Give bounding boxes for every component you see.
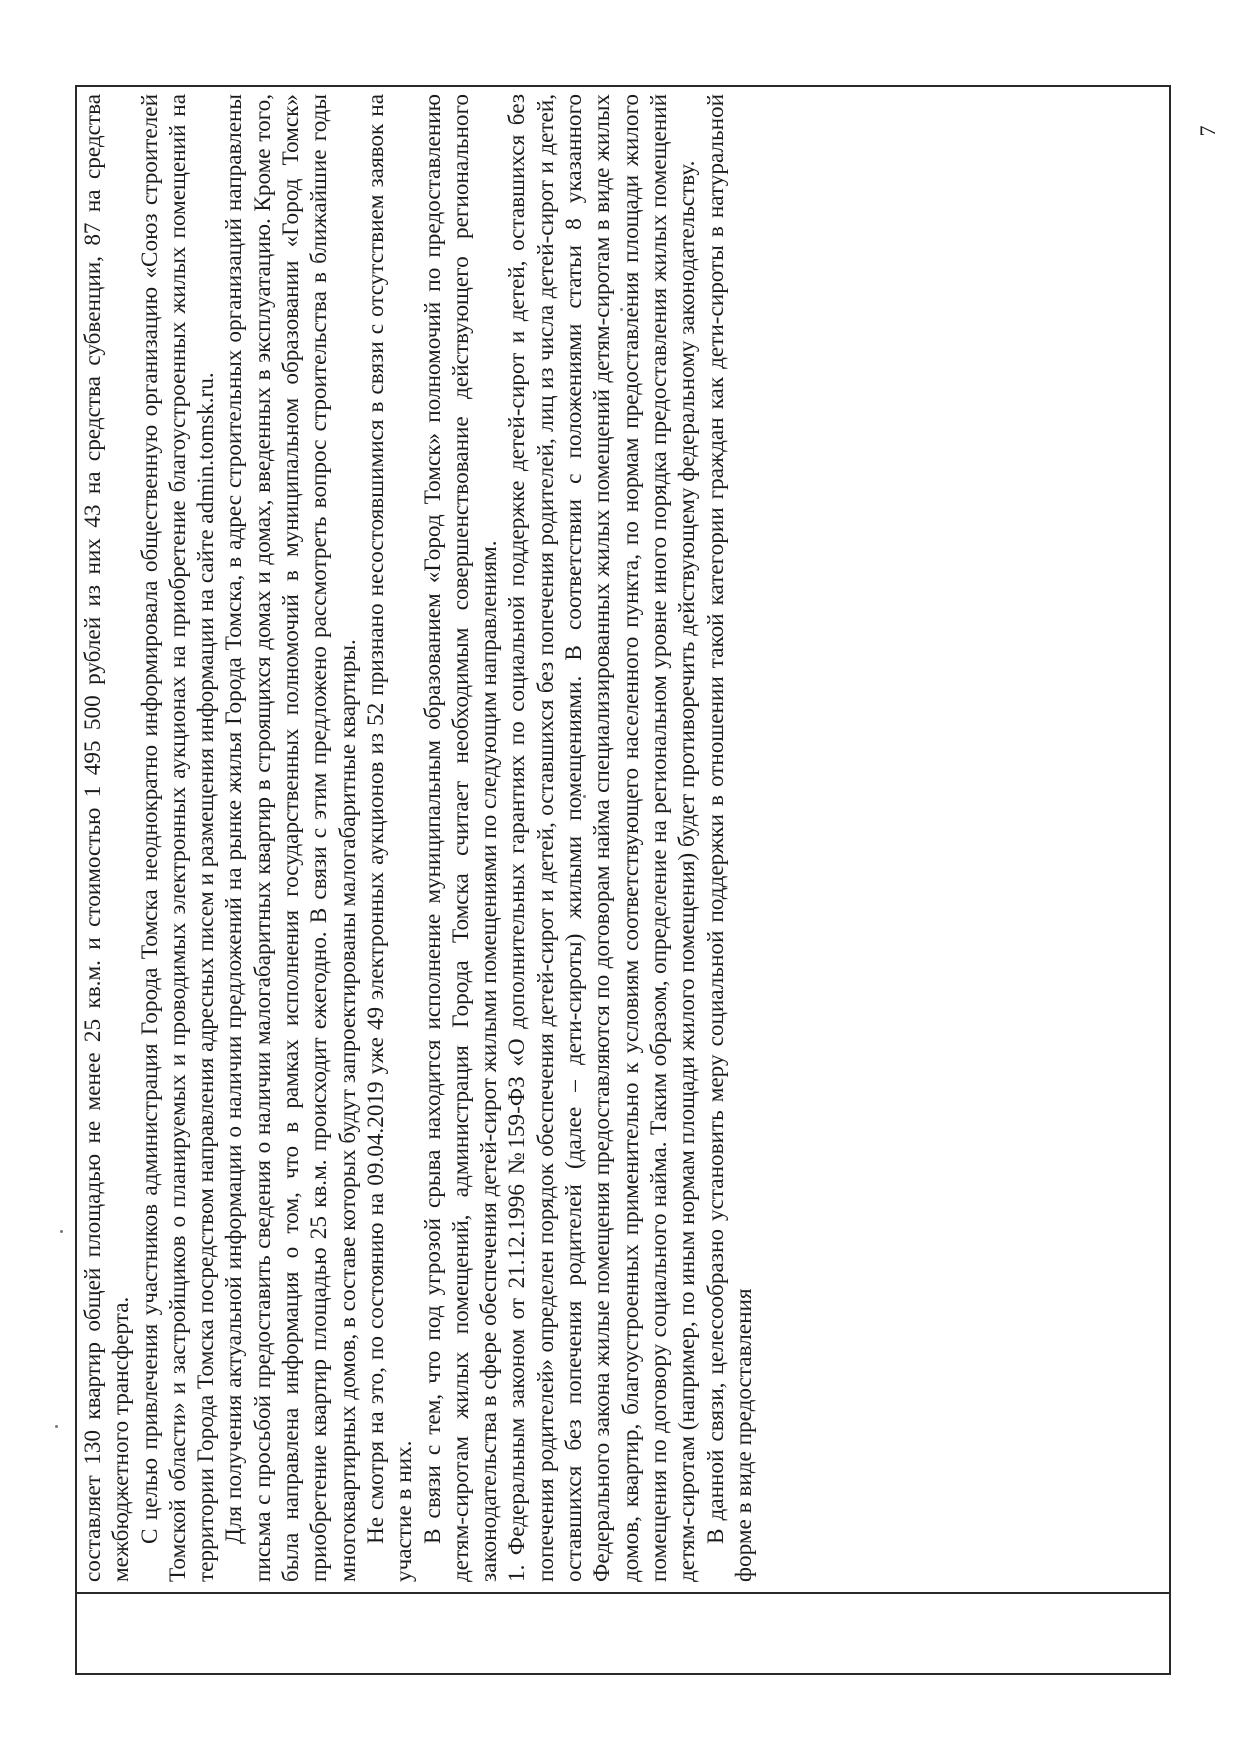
- page-number: 7: [1195, 125, 1220, 137]
- table-column-divider: [75, 1592, 1171, 1594]
- paragraph: 1. Федеральным законом от 21.12.1996 №159-ФЗ «О дополнительных гарантиях по социальной поддержке детей-сирот и детей, оставшихся без попечения родителей» определен порядок обеспечения детей-сирот и детей, оставшихся без попечения родителей, лиц из числа детей-сирот и детей, оставшихся без попечения родителей (далее – дети-сироты) жилыми помещениями. В соответствии с положениями статьи 8 указанного Федерального закона жилые помещения предоставляются по договорам найма специализированных жилых помещений детям-сиротам в виде жилых домов, квартир, благоустроенных применительно к условиям соответствующего населенного пункта, по нормам предоставления площади жилого помещения по договору социального найма. Таким образом, определение на региональном уровне иного порядка предоставления жилых помещений детям-сиротам (например, по иным нормам площади жилого помещения) будет противоречить действующему федеральному законодательству.: [504, 94, 701, 1582]
- paragraph: составляет 130 квартир общей площадью не менее 25 кв.м. и стоимостью 1 495 500 рублей из них 43 на средства субвенции, 87 на средства межбюджетного трансферта.: [80, 94, 135, 1582]
- table-cell-text: [79, 88, 1167, 1588]
- scan-speck: [55, 1425, 58, 1428]
- paragraph: С целью привлечения участников администрация Города Томска неоднократно информировала общественную организацию «Союз строителей Томской области» и застройщиков о планируемых и проводимых электронных аукционах на приобретение благоустроенных жилых помещений на территории Города Томска посредством направления адресных писем и размещения информации на сайте admin.tomsk.ru.: [136, 94, 220, 1582]
- paragraph: Для получения актуальной информации о наличии предложений на рынке жилья Города Томска, в адрес строительных организаций направлены письма с просьбой предоставить сведения о наличии малогабаритных квартир в строящихся домах и домах, введенных в эксплуатацию. Кроме того, была направлена информация о том, что в рамках исполнения государственных полномочий в муниципальном образовании «Город Томск» приобретение квартир площадью 25 кв.м. происходит ежегодно. В связи с этим предложено рассмотреть вопрос строительства в ближайшие годы многоквартирных домов, в составе которых будут запроектированы малогабаритные квартиры.: [221, 94, 361, 1582]
- paragraph: В связи с тем, что под угрозой срыва находится исполнение муниципальным образованием «Город Томск» полномочий по предоставлению детям-сиротам жилых помещений, администрация Города Томска считает необходимым совершенствование действующего регионального законодательства в сфере обеспечения детей-сирот жилыми помещениями по следующим направлениям.: [419, 94, 503, 1582]
- paragraph: Не смотря на это, по состоянию на 09.04.2019 уже 49 электронных аукционов из 52 признано несостоявшимися в связи с отсутствием заявок на участие в них.: [362, 94, 418, 1582]
- scan-speck: [60, 1230, 63, 1233]
- paragraph: В данной связи, целесообразно установить меру социальной поддержки в отношении такой категории граждан как дети-сироты в натуральной форме в виде предоставления: [702, 94, 757, 1582]
